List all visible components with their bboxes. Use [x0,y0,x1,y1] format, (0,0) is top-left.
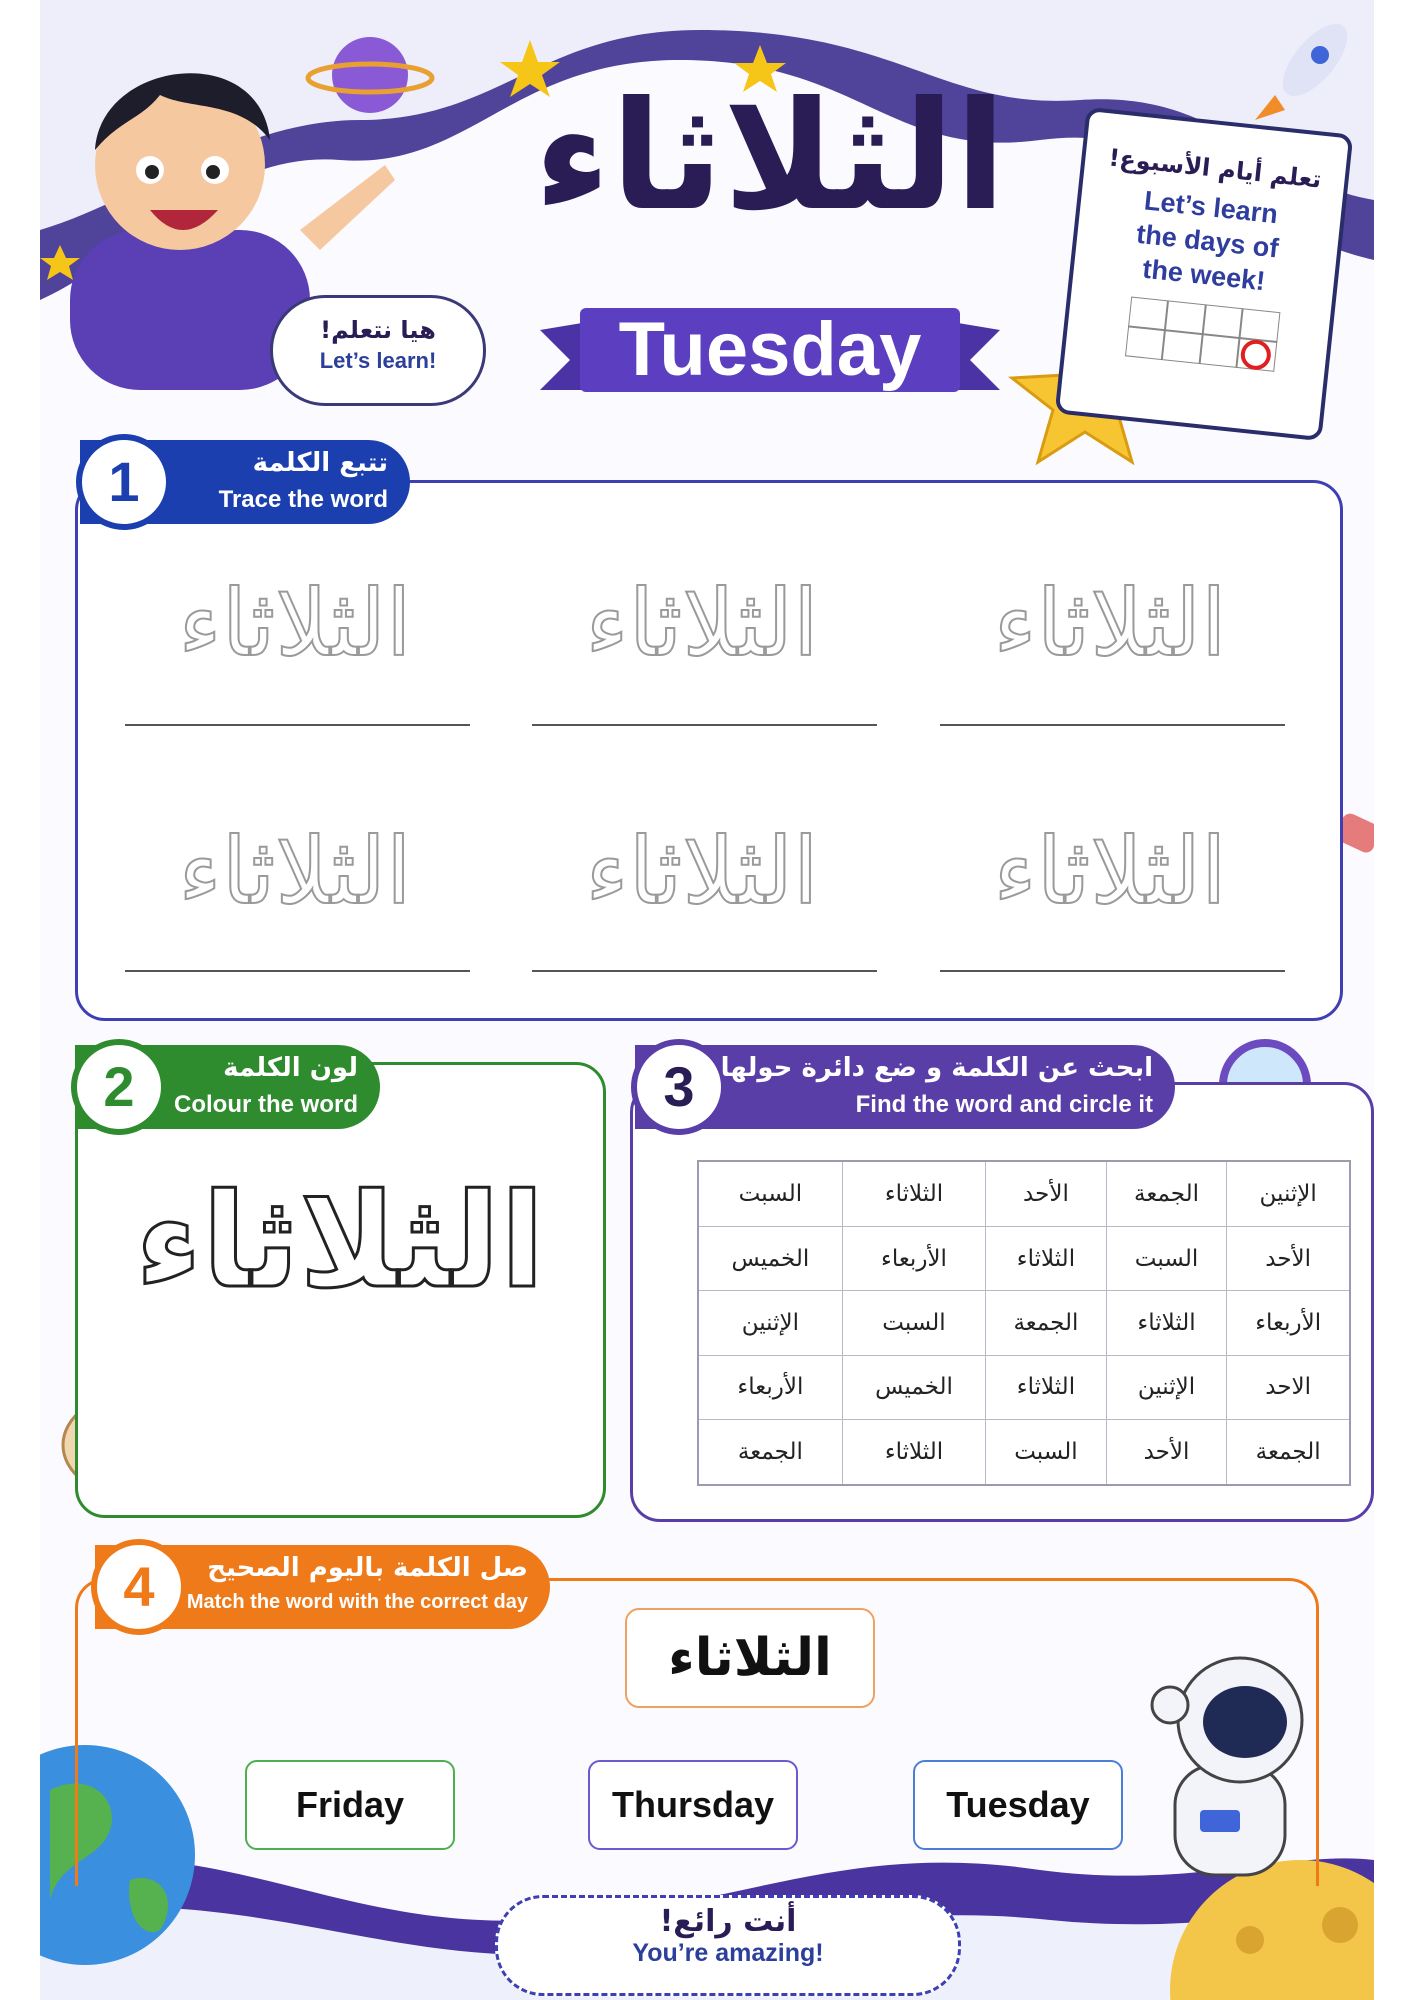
grid-cell[interactable]: الأربعاء [1227,1291,1350,1355]
grid-cell[interactable]: السبت [1106,1226,1227,1290]
word-search-grid [697,1160,1351,1486]
colour-outline-word[interactable]: الثلاثاء [135,1165,545,1317]
trace-baseline [125,970,470,972]
trace-section [75,480,1343,1021]
table-row [698,1291,1350,1355]
grid-cell[interactable]: الجمعة [986,1291,1107,1355]
find-section-title-english: Find the word and circle it [855,1091,1153,1118]
colour-section-tag [75,1045,380,1129]
grid-cell[interactable]: الثلاثاء [986,1226,1107,1290]
table-row [698,1355,1350,1419]
grid-cell[interactable]: الاحد [1227,1355,1350,1419]
calendar-english-line-3: the week! [1141,253,1267,297]
grid-cell[interactable]: السبت [986,1419,1107,1485]
trace-section-number: 1 [76,434,172,530]
footer-english: You’re amazing! [632,1939,824,1967]
trace-word-2[interactable]: الثلاثاء [585,570,819,677]
grid-cell[interactable]: الخميس [842,1355,985,1419]
page-title-english: Tuesday [618,307,922,392]
calendar-grid-icon [1125,297,1280,372]
grid-cell[interactable]: الأحد [1106,1419,1227,1485]
calendar-english-line-2: the days of [1135,218,1280,264]
grid-cell[interactable]: الأحد [986,1161,1107,1226]
trace-word-6[interactable]: الثلاثاء [993,818,1227,925]
speech-bubble-english: Let’s learn! [319,348,437,373]
worksheet-page [40,0,1374,2000]
colour-section-title-arabic: لون الكلمة [223,1053,358,1083]
grid-cell[interactable]: الأربعاء [698,1355,842,1419]
colour-section-number: 2 [71,1039,167,1135]
grid-cell[interactable]: السبت [842,1291,985,1355]
match-section-tag [95,1545,550,1629]
trace-word-5[interactable]: الثلاثاء [585,818,819,925]
grid-cell[interactable]: الإثنين [698,1291,842,1355]
grid-cell[interactable]: الجمعة [698,1419,842,1485]
trace-word-1[interactable]: الثلاثاء [178,570,412,677]
grid-cell[interactable]: الإثنين [1227,1161,1350,1226]
trace-section-title-arabic: تتبع الكلمة [252,448,388,478]
trace-word-3[interactable]: الثلاثاء [993,570,1227,677]
find-section-tag [635,1045,1175,1129]
grid-cell[interactable]: الأحد [1227,1226,1350,1290]
find-section-title-arabic: ابحث عن الكلمة و ضع دائرة حولها [720,1053,1153,1083]
trace-word-4[interactable]: الثلاثاء [178,818,412,925]
match-option-friday[interactable]: Friday [245,1760,455,1850]
trace-baseline [940,970,1285,972]
calendar-arabic-text: تعلم أيام الأسبوع! [1107,143,1323,194]
trace-section-tag [80,440,410,524]
match-option-tuesday[interactable]: Tuesday [913,1760,1123,1850]
trace-section-title-english: Trace the word [218,486,388,513]
grid-cell[interactable]: السبت [698,1161,842,1226]
table-row [698,1226,1350,1290]
grid-cell[interactable]: الثلاثاء [842,1419,985,1485]
table-row [698,1419,1350,1485]
grid-cell[interactable]: الثلاثاء [842,1161,985,1226]
calendar-english-line-1: Let’s learn [1142,185,1280,230]
trace-baseline [532,724,877,726]
grid-cell[interactable]: الثلاثاء [986,1355,1107,1419]
footer-badge [495,1895,961,1996]
trace-baseline [125,724,470,726]
grid-cell[interactable]: الأربعاء [842,1226,985,1290]
colour-section-title-english: Colour the word [174,1091,358,1118]
grid-cell[interactable]: الثلاثاء [1106,1291,1227,1355]
trace-baseline [532,970,877,972]
grid-cell[interactable]: الخميس [698,1226,842,1290]
page-title-arabic: الثلاثاء [533,70,1007,244]
calendar-card [1055,107,1354,441]
grid-cell[interactable]: الجمعة [1227,1419,1350,1485]
match-section-title-arabic: صل الكلمة باليوم الصحيح [207,1553,528,1583]
find-section-number: 3 [631,1039,727,1135]
footer-arabic: أنت رائع! [659,1904,797,1939]
speech-bubble [270,295,486,406]
match-section-number: 4 [91,1539,187,1635]
trace-baseline [940,724,1285,726]
grid-cell[interactable]: الجمعة [1106,1161,1227,1226]
grid-cell[interactable]: الإثنين [1106,1355,1227,1419]
match-option-thursday[interactable]: Thursday [588,1760,798,1850]
table-row [698,1161,1350,1226]
match-arabic-word[interactable]: الثلاثاء [625,1608,875,1708]
speech-bubble-arabic: هيا نتعلم! [320,316,436,344]
match-section-title-english: Match the word with the correct day [186,1591,528,1613]
